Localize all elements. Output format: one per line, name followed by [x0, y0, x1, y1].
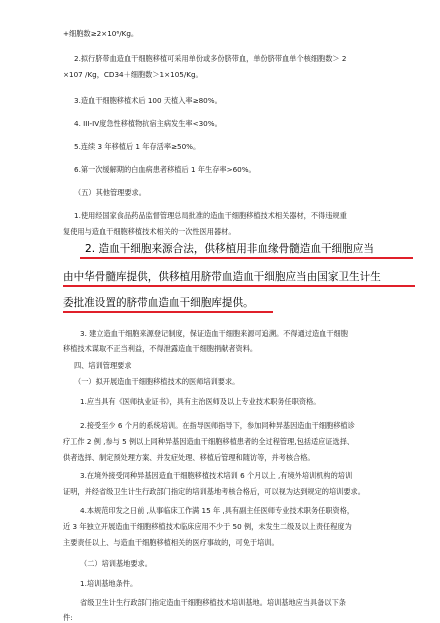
text-line: 供者选择、制定预处理方案、并发症处理、移植后管理和随访等，并考核合格。	[63, 453, 315, 462]
highlighted-line: 委批准设置的脐带血造血干细胞库提供。	[63, 297, 254, 309]
text-line: 4.本规范印发之日前 ,从事临床工作满 15 年 ,具有副主任医师专业技术职务任职资格，	[80, 506, 355, 515]
text-line: 主要责任以上、与造血干细胞移植相关的医疗事故的，可免于培训。	[63, 538, 279, 547]
text-line: ×107 /Kg，CD34＋细胞数＞1×105/Kg。	[63, 70, 203, 79]
highlighted-line: 2. 造血干细胞来源合法，供移植用非血缘骨髓造血干细胞应当	[85, 243, 374, 255]
text-line: 四、培训管理要求	[74, 361, 132, 370]
text-line: 件:	[63, 613, 73, 622]
text-line: 4. III-IV度急性移植物抗宿主病发生率<30%。	[74, 119, 222, 128]
text-line: （二）培训基地要求。	[80, 559, 152, 568]
text-line: 3. 建立造血干细胞来源登记制度，保证造血干细胞来源可追溯。不得通过造血干细胞	[80, 329, 348, 338]
text-line: 1.培训基地条件。	[80, 579, 138, 588]
text-line: 1.使用经国家食品药品监督管理总局批准的造血干细胞移植技术相关器材，不得违规重	[74, 211, 347, 220]
text-line: 复使用与造血干细胞移植技术相关的一次性医用器材。	[63, 227, 236, 236]
text-line: 5.连续 3 年移植后 1 年存活率≥50%。	[74, 142, 201, 151]
red-underline	[63, 311, 273, 313]
text-line: （一）拟开展造血干细胞移植技术的医师培训要求。	[74, 377, 240, 386]
text-line: 移植技术谋取不正当利益，不得泄露造血干细胞捐献者资料。	[63, 344, 258, 353]
text-line: 6.第一次缓解期的白血病患者移植后 1 年生存率>60%。	[74, 165, 256, 174]
text-line: （五）其他管理要求。	[74, 188, 146, 197]
text-line: 3.在境外接受同种异基因造血干细胞移植技术培训 6 个月以上 ,有境外培训机构的培训	[80, 471, 353, 480]
text-line: 近 3 年独立开展造血干细胞移植技术临床应用不少于 50 例，未发生二级及以上责任程度为	[63, 522, 352, 531]
text-line: 省级卫生计生行政部门指定造血干细胞移植技术培训基地。培训基地应当具备以下条	[80, 598, 346, 607]
text-line: 证明，并经省级卫生计生行政部门指定的培训基地考核合格后，可以视为达到规定的培训要求。	[63, 487, 365, 496]
text-line: 2.拟行脐带血造血干细胞移植可采用单份或多份脐带血，单份脐带血单个核细胞数＞ 2	[74, 54, 347, 63]
highlighted-line: 由中华骨髓库提供，供移植用脐带血造血干细胞应当由国家卫生计生	[63, 271, 381, 283]
text-line: 3.造血干细胞移植术后 100 天植入率≥80%。	[74, 96, 222, 105]
text-line: 疗工作 2 例 ,参与 5 例以上同种异基因造血干细胞移植患者的全过程管理,包括适应证选择、	[63, 437, 355, 446]
text-line: +细胞数≥2×10⁶/Kg。	[63, 29, 139, 38]
red-underline	[80, 257, 413, 259]
text-line: 1.应当具有《医师执业证书》，具有主治医师及以上专业技术职务任职资格。	[80, 397, 321, 406]
text-line: 2.接受至少 6 个月的系统培训。在指导医师指导下，参加同种异基因造血干细胞移植诊	[80, 421, 355, 430]
red-underline	[63, 285, 415, 287]
